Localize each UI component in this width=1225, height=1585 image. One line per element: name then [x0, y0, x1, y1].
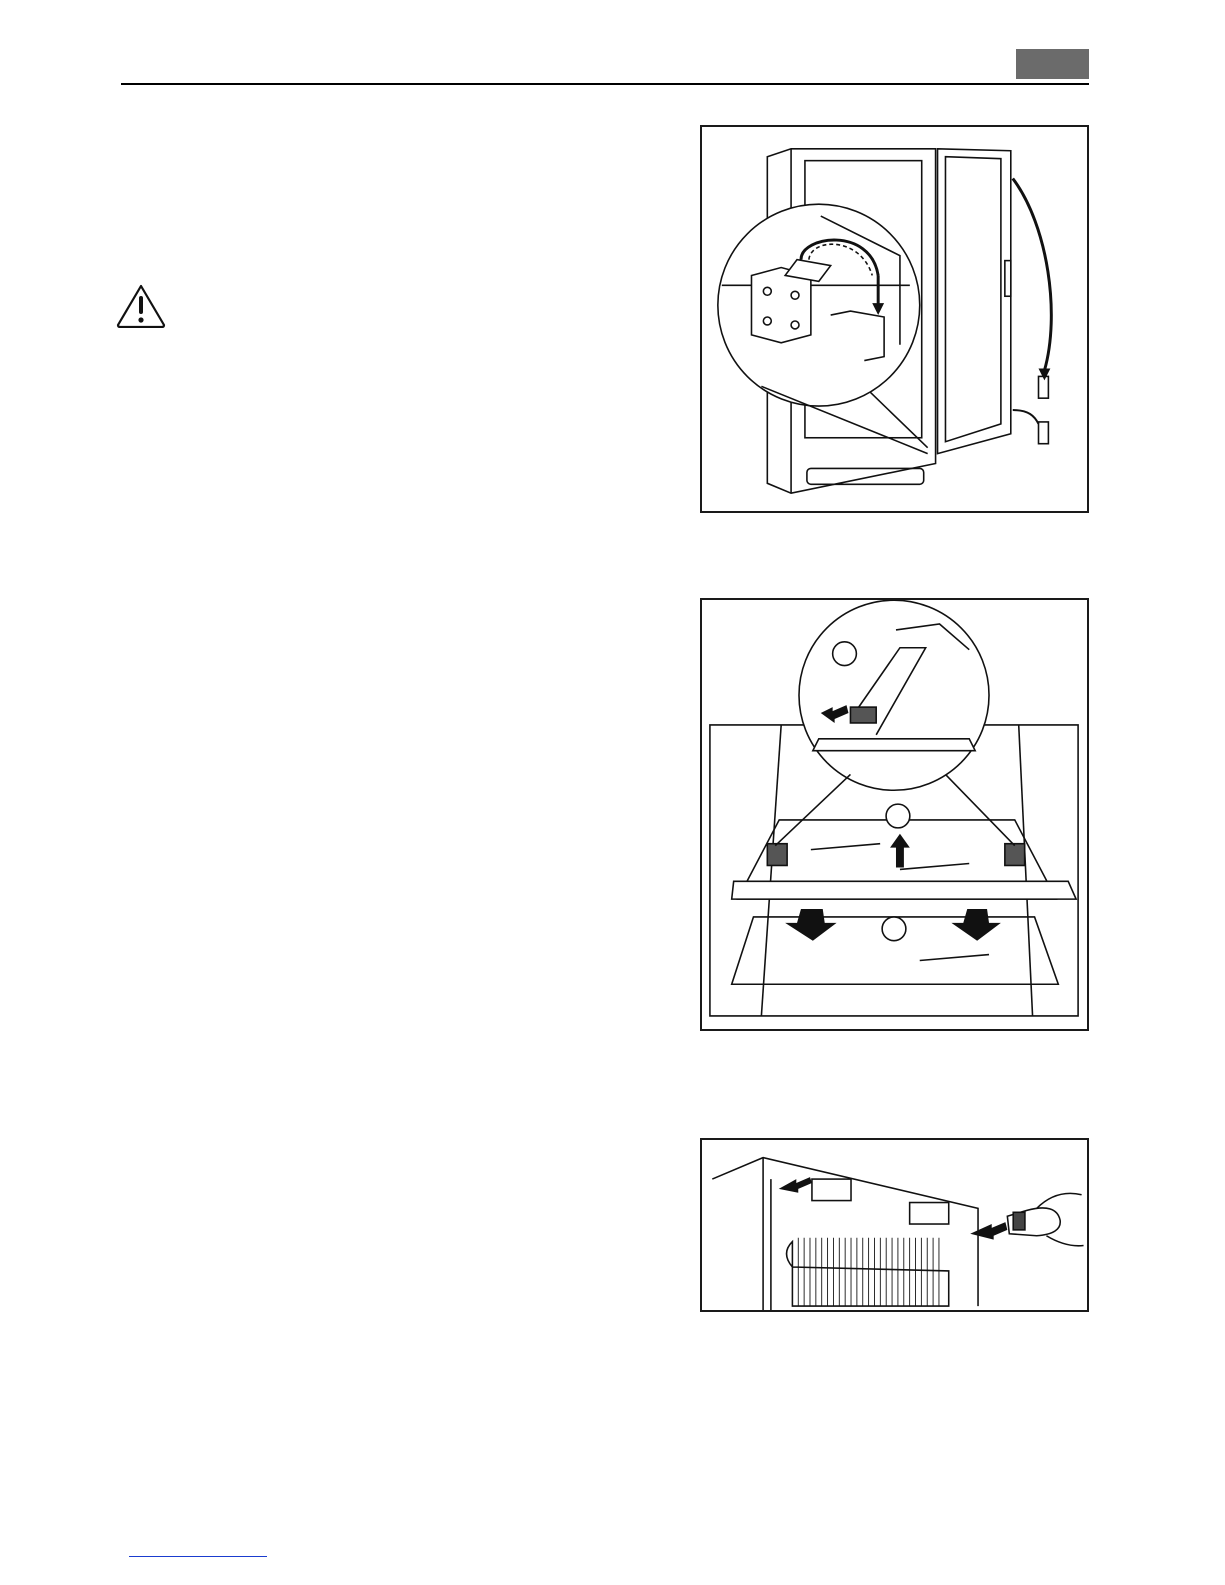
shelf-removal-illustration: [700, 598, 1089, 1031]
language-tab: [1016, 49, 1089, 79]
header-rule: [121, 83, 1089, 85]
warning-triangle-icon: [116, 284, 166, 328]
footer-link-underline[interactable]: [129, 1556, 267, 1557]
door-reversal-illustration: [700, 125, 1089, 513]
rear-spacer-illustration: [700, 1138, 1089, 1312]
